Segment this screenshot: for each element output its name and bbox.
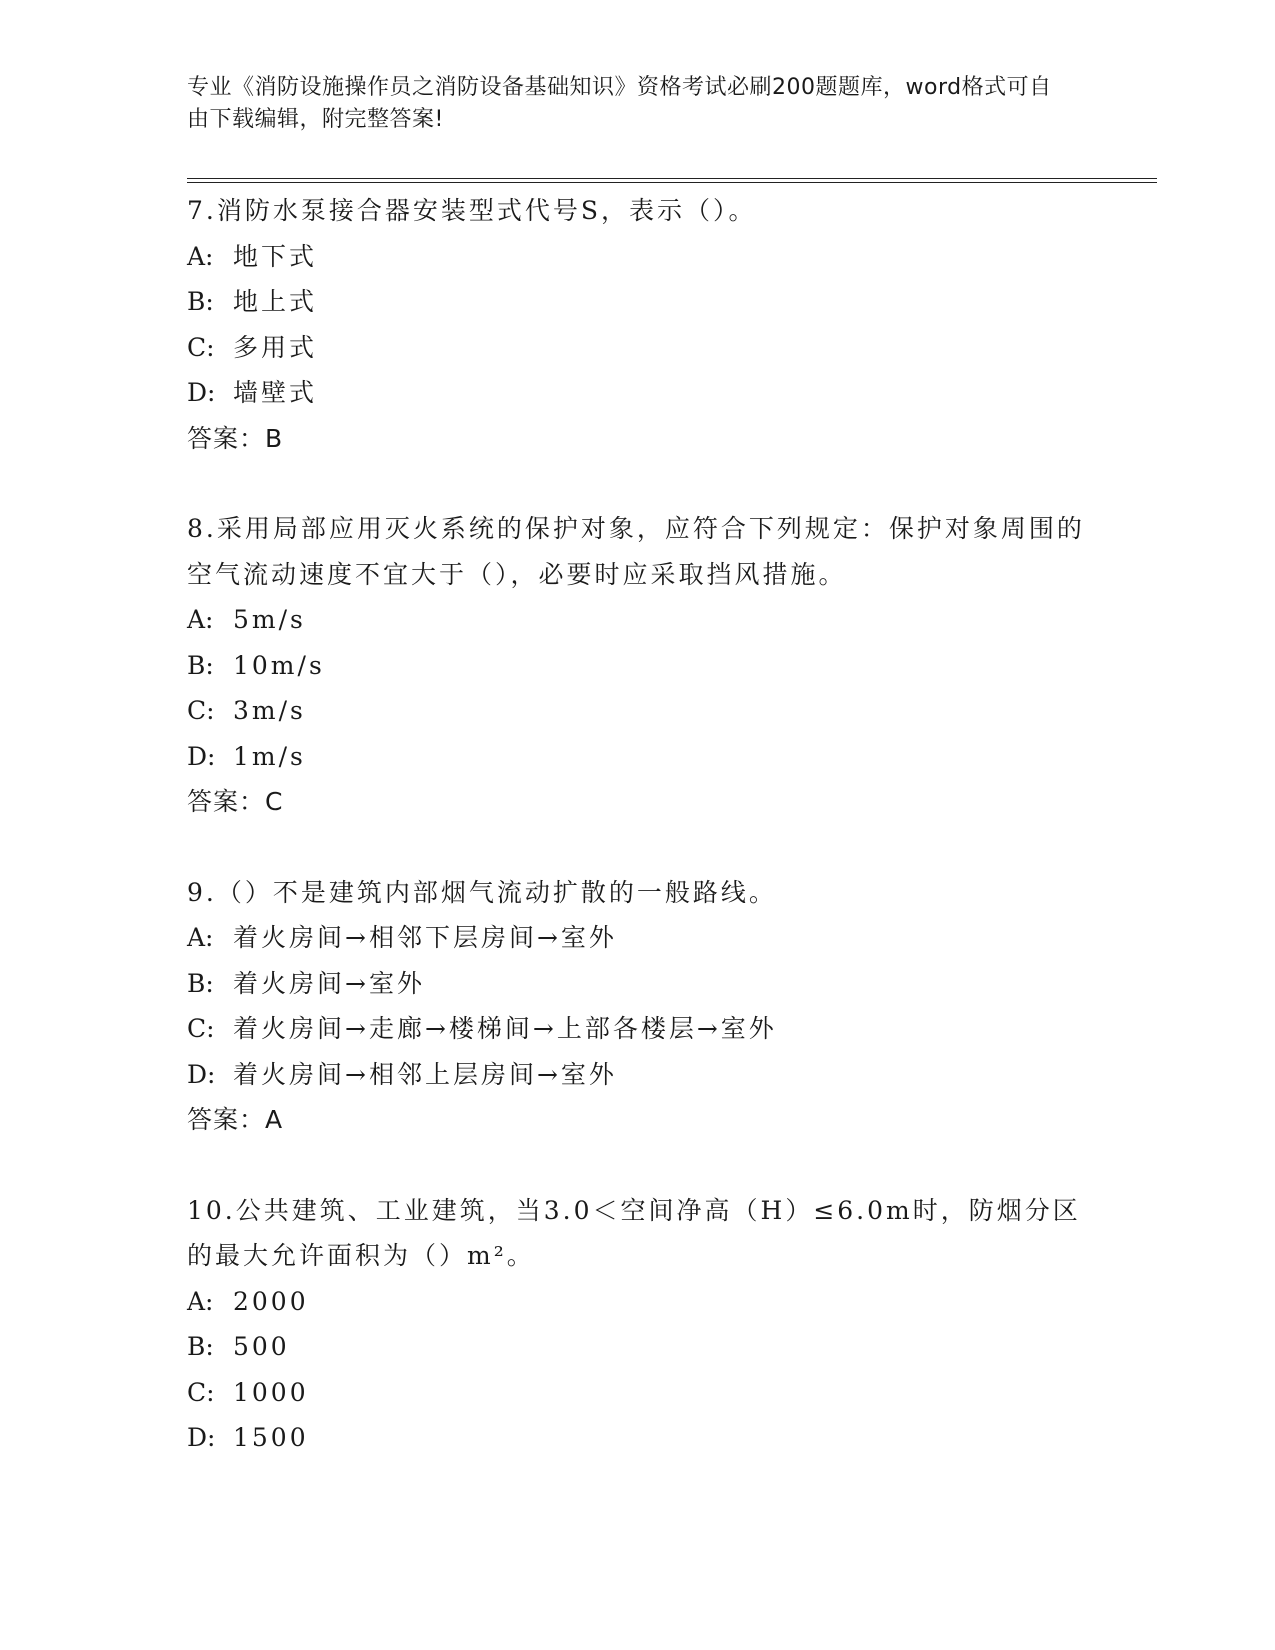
option-letter: C: <box>187 1377 215 1407</box>
option-text: 着火房间→室外 <box>233 968 425 998</box>
option-a <box>187 234 1087 280</box>
option-letter: C: <box>187 696 215 725</box>
option-text: 3m/s <box>233 696 306 725</box>
option-c <box>187 1370 1087 1416</box>
answer-line: 答案：B <box>187 423 284 453</box>
header-divider-top <box>187 178 1157 179</box>
question-text: 7.消防水泵接合器安装型式代号S，表示（）。 <box>187 196 757 225</box>
option-letter: B: <box>187 1332 214 1361</box>
document-header: 专业《消防设施操作员之消防设备基础知识》资格考试必刷200题题库，word格式可自由下载编辑，附完整答案! <box>187 75 1052 132</box>
option-text: 着火房间→相邻下层房间→室外 <box>233 923 617 952</box>
option-c <box>187 1006 1087 1052</box>
header-divider-bottom <box>187 182 1157 183</box>
option-letter: B: <box>187 968 214 998</box>
question-text: 9.（）不是建筑内部烟气流动扩散的一般路线。 <box>187 877 777 907</box>
option-b <box>187 279 1087 325</box>
option-a <box>187 597 1087 643</box>
option-letter: D: <box>187 741 216 771</box>
option-text: 1000 <box>233 1377 309 1407</box>
question-7 <box>187 188 1087 461</box>
question-text: 8.采用局部应用灭火系统的保护对象，应符合下列规定：保护对象周围的空气流动速度不宜大于（），必要时应采取挡风措施。 <box>187 514 1085 589</box>
option-letter: B: <box>187 287 214 316</box>
option-text: 墙壁式 <box>233 378 318 407</box>
option-text: 多用式 <box>233 332 318 362</box>
option-text: 地下式 <box>233 241 318 271</box>
option-c <box>187 688 1087 734</box>
option-letter: C: <box>187 1014 215 1043</box>
option-d <box>187 370 1087 416</box>
option-b <box>187 961 1087 1007</box>
option-letter: A: <box>187 1286 214 1316</box>
option-text: 1m/s <box>233 741 306 771</box>
option-letter: A: <box>187 241 214 271</box>
question-9 <box>187 870 1087 1143</box>
option-letter: A: <box>187 605 214 634</box>
option-text: 2000 <box>233 1286 309 1316</box>
question-list <box>187 188 1087 1506</box>
option-letter: D: <box>187 1423 216 1452</box>
answer-line: 答案：A <box>187 1105 284 1134</box>
option-text: 5m/s <box>233 605 306 634</box>
option-text: 1500 <box>233 1423 309 1452</box>
option-text: 着火房间→走廊→楼梯间→上部各楼层→室外 <box>233 1014 777 1043</box>
option-a <box>187 1279 1087 1325</box>
option-a <box>187 915 1087 961</box>
option-letter: B: <box>187 650 214 680</box>
option-letter: D: <box>187 1059 216 1089</box>
option-text: 500 <box>233 1332 290 1361</box>
option-c <box>187 325 1087 371</box>
option-text: 地上式 <box>233 287 318 316</box>
option-letter: A: <box>187 923 214 952</box>
option-text: 着火房间→相邻上层房间→室外 <box>233 1059 617 1089</box>
question-8 <box>187 506 1087 825</box>
option-letter: C: <box>187 332 215 362</box>
option-b <box>187 1324 1087 1370</box>
option-d <box>187 734 1087 780</box>
question-10 <box>187 1188 1087 1461</box>
option-b <box>187 643 1087 689</box>
question-text: 10.公共建筑、工业建筑，当3.0＜空间净高（H）≤6.0m时，防烟分区的最大允许面积为（）m²。 <box>187 1195 1081 1270</box>
option-letter: D: <box>187 378 216 407</box>
option-d <box>187 1052 1087 1098</box>
option-d <box>187 1415 1087 1461</box>
option-text: 10m/s <box>233 650 325 680</box>
answer-line: 答案：C <box>187 787 284 816</box>
